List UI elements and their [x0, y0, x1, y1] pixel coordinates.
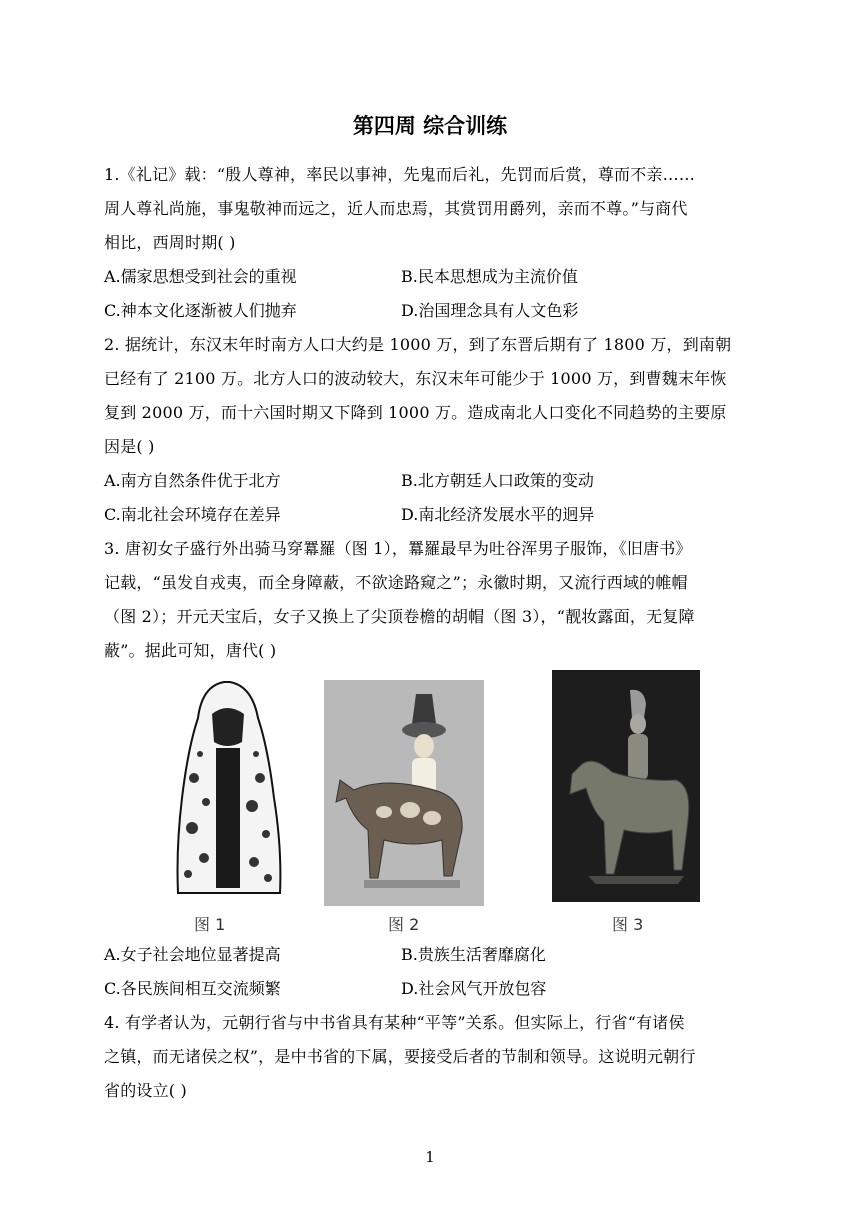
figure-2-rider-figurine	[324, 680, 484, 906]
q1-option-a: A.儒家思想受到社会的重视	[104, 267, 297, 286]
q3-option-a: A.女子社会地位显著提高	[104, 945, 281, 964]
q1-line: 周人尊礼尚施，事鬼敬神而远之，近人而忠焉，其赏罚用爵列，亲而不尊。”与商代	[104, 199, 688, 218]
q1-options-row	[104, 294, 754, 328]
q3-line: 蔽”。据此可知，唐代( )	[104, 641, 277, 660]
q3-option-c: C.各民族间相互交流频繁	[104, 979, 281, 998]
page-title: 第四周 综合训练	[352, 114, 508, 138]
q1-line: 相比，西周时期( )	[104, 233, 236, 252]
q3-options-row	[104, 938, 754, 972]
q3-line: 记载，“虽发自戎夷，而全身障蔽，不欲途路窥之”；永徽时期，又流行西域的帷帽	[104, 573, 688, 592]
figure-1-veiled-woman	[164, 678, 294, 906]
q4-line: 4. 有学者认为，元朝行省与中书省具有某种“平等”关系。但实际上，行省“有诸侯	[104, 1013, 685, 1032]
q2-line: 复到 2000 万，而十六国时期又下降到 1000 万。造成南北人口变化不同趋势的主要原	[104, 403, 727, 422]
q3-option-b: B.贵族生活奢靡腐化	[401, 945, 546, 964]
q2-option-a: A.南方自然条件优于北方	[104, 471, 281, 490]
q4-line: 之镇，而无诸侯之权”，是中书省的下属，要接受后者的节制和领导。这说明元朝行	[104, 1047, 696, 1066]
q3-option-d: D.社会风气开放包容	[401, 979, 547, 998]
page-number: 1	[425, 1148, 435, 1166]
figure-3-caption: 图 3	[612, 915, 644, 934]
q2-line: 2. 据统计，东汉末年时南方人口大约是 1000 万，到了东晋后期有了 1800 万，到南朝	[104, 335, 732, 354]
q2-option-c: C.南北社会环境存在差异	[104, 505, 281, 524]
q3-figures	[104, 668, 754, 938]
document-body	[104, 158, 754, 1108]
q3-line: 3. 唐初女子盛行外出骑马穿羃羅（图 1），羃羅最早为吐谷浑男子服饰，《旧唐书》	[104, 539, 692, 558]
q1-option-d: D.治国理念具有人文色彩	[401, 301, 579, 320]
q3-options-row	[104, 972, 754, 1006]
q2-option-d: D.南北经济发展水平的迥异	[401, 505, 595, 524]
q2-options-row	[104, 498, 754, 532]
q1-options-row	[104, 260, 754, 294]
q2-options-row	[104, 464, 754, 498]
q2-line: 已经有了 2100 万。北方人口的波动较大，东汉末年可能少于 1000 万，到曹魏末年恢	[104, 369, 727, 388]
figure-3-rider-figurine	[552, 670, 700, 902]
q3-line: （图 2）；开元天宝后，女子又换上了尖顶卷檐的胡帽（图 3），“靓妆露面，无复障	[104, 607, 695, 626]
q2-option-b: B.北方朝廷人口政策的变动	[401, 471, 594, 490]
figure-2-caption: 图 2	[388, 915, 420, 934]
q1-line: 1.《礼记》载：“殷人尊神，率民以事神，先鬼而后礼，先罚而后赏，尊而不亲……	[104, 165, 696, 184]
q2-line: 因是( )	[104, 437, 155, 456]
q1-option-c: C.神本文化逐渐被人们抛弃	[104, 301, 297, 320]
figure-1-caption: 图 1	[194, 915, 226, 934]
q1-option-b: B.民本思想成为主流价值	[401, 267, 578, 286]
q4-line: 省的设立( )	[104, 1081, 187, 1100]
